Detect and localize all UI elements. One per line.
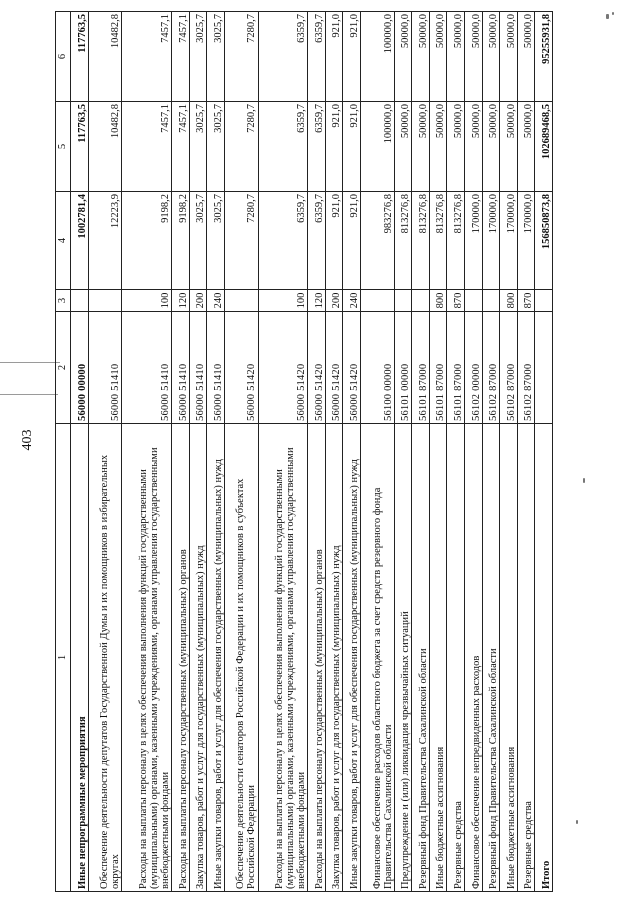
row-amount-col5-cell: 10482,8 (88, 102, 122, 192)
row-name-cell: Расходы на выплаты персоналу в целях обеспечения выполнения функций государственными (муниципальными) органами, казенными учреждениями, органами управления государственными внебюджетными фондами (122, 424, 172, 892)
row-amount-col5-cell: 6359,7 (308, 102, 326, 192)
table-row (412, 12, 430, 892)
table-header-row (56, 12, 71, 892)
row-amount-col6-cell: 3025,7 (189, 12, 207, 102)
row-expense-type-cell (394, 290, 412, 312)
row-amount-col6-cell: 10482,8 (88, 12, 122, 102)
row-amount-col4-cell: 170000,0 (500, 192, 518, 290)
row-code-cell: 56000 51420 (258, 312, 308, 424)
row-amount-col5-cell: 6359,7 (258, 102, 308, 192)
row-name-cell: Итого (535, 424, 553, 892)
row-amount-col6-cell: 50000,0 (500, 12, 518, 102)
row-name-cell: Резервные средства (447, 424, 465, 892)
row-amount-col5-cell: 102689468,5 (535, 102, 553, 192)
row-code-cell: 56101 87000 (429, 312, 447, 424)
row-name-cell: Расходы на выплаты персоналу государственных (муниципальных) органов (172, 424, 190, 892)
row-amount-col6-cell: 7457,1 (122, 12, 172, 102)
header-col-2: 2 (56, 312, 71, 424)
row-amount-col5-cell: 921,0 (343, 102, 361, 192)
budget-table-region (55, 12, 553, 892)
table-row (122, 12, 172, 892)
table-row (517, 12, 535, 892)
row-name-cell: Иные непрограммные мероприятия (71, 424, 89, 892)
row-amount-col5-cell: 7457,1 (122, 102, 172, 192)
row-amount-col4-cell: 3025,7 (207, 192, 225, 290)
row-code-cell: 56000 51420 (308, 312, 326, 424)
row-code-cell: 56101 87000 (412, 312, 430, 424)
table-row (71, 12, 89, 892)
row-code-cell: 56102 87000 (517, 312, 535, 424)
table-row (361, 12, 395, 892)
table-row (258, 12, 308, 892)
row-amount-col6-cell: 117763,5 (71, 12, 89, 102)
row-amount-col6-cell: 100000,0 (361, 12, 395, 102)
row-amount-col5-cell: 7280,7 (224, 102, 258, 192)
row-amount-col4-cell: 813276,8 (429, 192, 447, 290)
table-row (207, 12, 225, 892)
row-code-cell: 56100 00000 (361, 312, 395, 424)
table-row (224, 12, 258, 892)
table-row (343, 12, 361, 892)
row-amount-col4-cell: 921,0 (343, 192, 361, 290)
row-amount-col4-cell: 9198,2 (172, 192, 190, 290)
header-col-6: 6 (56, 12, 71, 102)
row-expense-type-cell: 200 (189, 290, 207, 312)
row-amount-col4-cell: 3025,7 (189, 192, 207, 290)
row-amount-col5-cell: 50000,0 (429, 102, 447, 192)
row-name-cell: Резервный фонд Правительства Сахалинской области (482, 424, 500, 892)
row-expense-type-cell (224, 290, 258, 312)
row-code-cell: 56102 87000 (500, 312, 518, 424)
row-name-cell: Финансовое обеспечение расходов областного бюджета за счет средств резервного фонда Правительства Сахалинской области (361, 424, 395, 892)
row-amount-col5-cell: 3025,7 (189, 102, 207, 192)
row-expense-type-cell (535, 290, 553, 312)
row-amount-col6-cell: 95255931,8 (535, 12, 553, 102)
table-body (71, 12, 553, 892)
row-amount-col4-cell: 170000,0 (517, 192, 535, 290)
row-name-cell: Иные закупки товаров, работ и услуг для обеспечения государственных (муниципальных) нужд (343, 424, 361, 892)
row-amount-col4-cell: 6359,7 (308, 192, 326, 290)
row-amount-col6-cell: 50000,0 (429, 12, 447, 102)
row-amount-col4-cell: 9198,2 (122, 192, 172, 290)
row-amount-col6-cell: 50000,0 (482, 12, 500, 102)
row-name-cell: Расходы на выплаты персоналу государственных (муниципальных) органов (308, 424, 326, 892)
row-code-cell: 56000 51420 (343, 312, 361, 424)
row-amount-col5-cell: 50000,0 (394, 102, 412, 192)
row-amount-col4-cell: 921,0 (325, 192, 343, 290)
row-amount-col5-cell: 50000,0 (517, 102, 535, 192)
row-amount-col6-cell: 921,0 (343, 12, 361, 102)
row-amount-col4-cell: 813276,8 (447, 192, 465, 290)
table-row (308, 12, 326, 892)
row-amount-col6-cell: 921,0 (325, 12, 343, 102)
table-row (172, 12, 190, 892)
row-expense-type-cell: 100 (258, 290, 308, 312)
row-amount-col6-cell: 50000,0 (412, 12, 430, 102)
row-amount-col5-cell: 50000,0 (465, 102, 483, 192)
row-name-cell: Расходы на выплаты персоналу в целях обеспечения выполнения функций государственными (муниципальными) органами, казенными учреждениями, органами управления государственными внебюджетными фондами (258, 424, 308, 892)
table-row (325, 12, 343, 892)
row-amount-col6-cell: 7280,7 (224, 12, 258, 102)
row-expense-type-cell: 870 (447, 290, 465, 312)
row-code-cell: 56102 87000 (482, 312, 500, 424)
row-amount-col6-cell: 6359,7 (308, 12, 326, 102)
header-col-1: 1 (56, 424, 71, 892)
table-row (88, 12, 122, 892)
row-expense-type-cell (361, 290, 395, 312)
row-expense-type-cell: 800 (500, 290, 518, 312)
row-name-cell: Предупреждение и (или) ликвидация чрезвычайных ситуаций (394, 424, 412, 892)
table-row (429, 12, 447, 892)
row-amount-col5-cell: 50000,0 (500, 102, 518, 192)
row-code-cell: 56000 51410 (88, 312, 122, 424)
table-row (465, 12, 483, 892)
row-code-cell: 56000 51410 (122, 312, 172, 424)
row-amount-col6-cell: 50000,0 (447, 12, 465, 102)
header-col-4: 4 (56, 192, 71, 290)
table-row (189, 12, 207, 892)
row-expense-type-cell: 100 (122, 290, 172, 312)
table-row (447, 12, 465, 892)
row-code-cell: 56101 87000 (447, 312, 465, 424)
row-amount-col5-cell: 921,0 (325, 102, 343, 192)
row-amount-col5-cell: 50000,0 (482, 102, 500, 192)
row-amount-col5-cell: 50000,0 (447, 102, 465, 192)
row-expense-type-cell: 800 (429, 290, 447, 312)
row-name-cell: Закупка товаров, работ и услуг для государственных (муниципальных) нужд (189, 424, 207, 892)
row-amount-col4-cell: 1002781,4 (71, 192, 89, 290)
row-code-cell: 56102 00000 (465, 312, 483, 424)
row-amount-col6-cell: 50000,0 (517, 12, 535, 102)
row-amount-col4-cell: 156850873,8 (535, 192, 553, 290)
table-row (500, 12, 518, 892)
row-amount-col4-cell: 6359,7 (258, 192, 308, 290)
row-name-cell: Иные бюджетные ассигнования (429, 424, 447, 892)
row-expense-type-cell: 120 (172, 290, 190, 312)
row-code-cell: 56000 51420 (224, 312, 258, 424)
scan-artifact-speck (583, 478, 585, 483)
row-amount-col4-cell: 813276,8 (412, 192, 430, 290)
row-expense-type-cell: 870 (517, 290, 535, 312)
scan-artifact-line (0, 362, 60, 363)
row-amount-col4-cell: 12223,9 (88, 192, 122, 290)
row-name-cell: Закупка товаров, работ и услуг для государственных (муниципальных) нужд (325, 424, 343, 892)
row-expense-type-cell (482, 290, 500, 312)
row-code-cell: 56101 00000 (394, 312, 412, 424)
row-code-cell: 56000 00000 (71, 312, 89, 424)
row-amount-col4-cell: 983276,8 (361, 192, 395, 290)
row-expense-type-cell: 120 (308, 290, 326, 312)
scan-artifact-speck (606, 14, 609, 19)
row-amount-col4-cell: 170000,0 (482, 192, 500, 290)
header-col-3: 3 (56, 290, 71, 312)
scan-artifact-line (0, 394, 58, 395)
scan-artifact-speck (612, 12, 614, 15)
table-row (394, 12, 412, 892)
row-code-cell: 56000 51410 (172, 312, 190, 424)
row-amount-col5-cell: 117763,5 (71, 102, 89, 192)
row-expense-type-cell: 240 (343, 290, 361, 312)
row-name-cell: Иные закупки товаров, работ и услуг для обеспечения государственных (муниципальных) нужд (207, 424, 225, 892)
table-row (535, 12, 553, 892)
row-code-cell (535, 312, 553, 424)
scan-artifact-speck (576, 820, 578, 824)
row-expense-type-cell (71, 290, 89, 312)
row-expense-type-cell (465, 290, 483, 312)
row-amount-col4-cell: 813276,8 (394, 192, 412, 290)
row-code-cell: 56000 51420 (325, 312, 343, 424)
budget-table-rotated (55, 12, 553, 892)
row-amount-col6-cell: 50000,0 (465, 12, 483, 102)
row-amount-col5-cell: 7457,1 (172, 102, 190, 192)
row-name-cell: Обеспечение деятельности депутатов Государственной Думы и их помощников в избирательных округах (88, 424, 122, 892)
row-amount-col5-cell: 50000,0 (412, 102, 430, 192)
row-amount-col4-cell: 7280,7 (224, 192, 258, 290)
row-amount-col6-cell: 6359,7 (258, 12, 308, 102)
row-amount-col5-cell: 100000,0 (361, 102, 395, 192)
row-name-cell: Финансовое обеспечение непредвиденных расходов (465, 424, 483, 892)
row-amount-col4-cell: 170000,0 (465, 192, 483, 290)
row-expense-type-cell (88, 290, 122, 312)
row-name-cell: Обеспечение деятельности сенаторов Российской Федерации и их помощников в субъектах Российской Федерации (224, 424, 258, 892)
row-amount-col5-cell: 3025,7 (207, 102, 225, 192)
row-name-cell: Резервные средства (517, 424, 535, 892)
row-name-cell: Резервный фонд Правительства Сахалинской области (412, 424, 430, 892)
row-amount-col6-cell: 7457,1 (172, 12, 190, 102)
row-code-cell: 56000 51410 (207, 312, 225, 424)
row-amount-col6-cell: 3025,7 (207, 12, 225, 102)
row-name-cell: Иные бюджетные ассигнования (500, 424, 518, 892)
header-col-5: 5 (56, 102, 71, 192)
page-number: 403 (20, 429, 35, 451)
row-expense-type-cell: 200 (325, 290, 343, 312)
row-expense-type-cell (412, 290, 430, 312)
row-amount-col6-cell: 50000,0 (394, 12, 412, 102)
row-expense-type-cell: 240 (207, 290, 225, 312)
row-code-cell: 56000 51410 (189, 312, 207, 424)
table-row (482, 12, 500, 892)
budget-table (55, 11, 553, 892)
